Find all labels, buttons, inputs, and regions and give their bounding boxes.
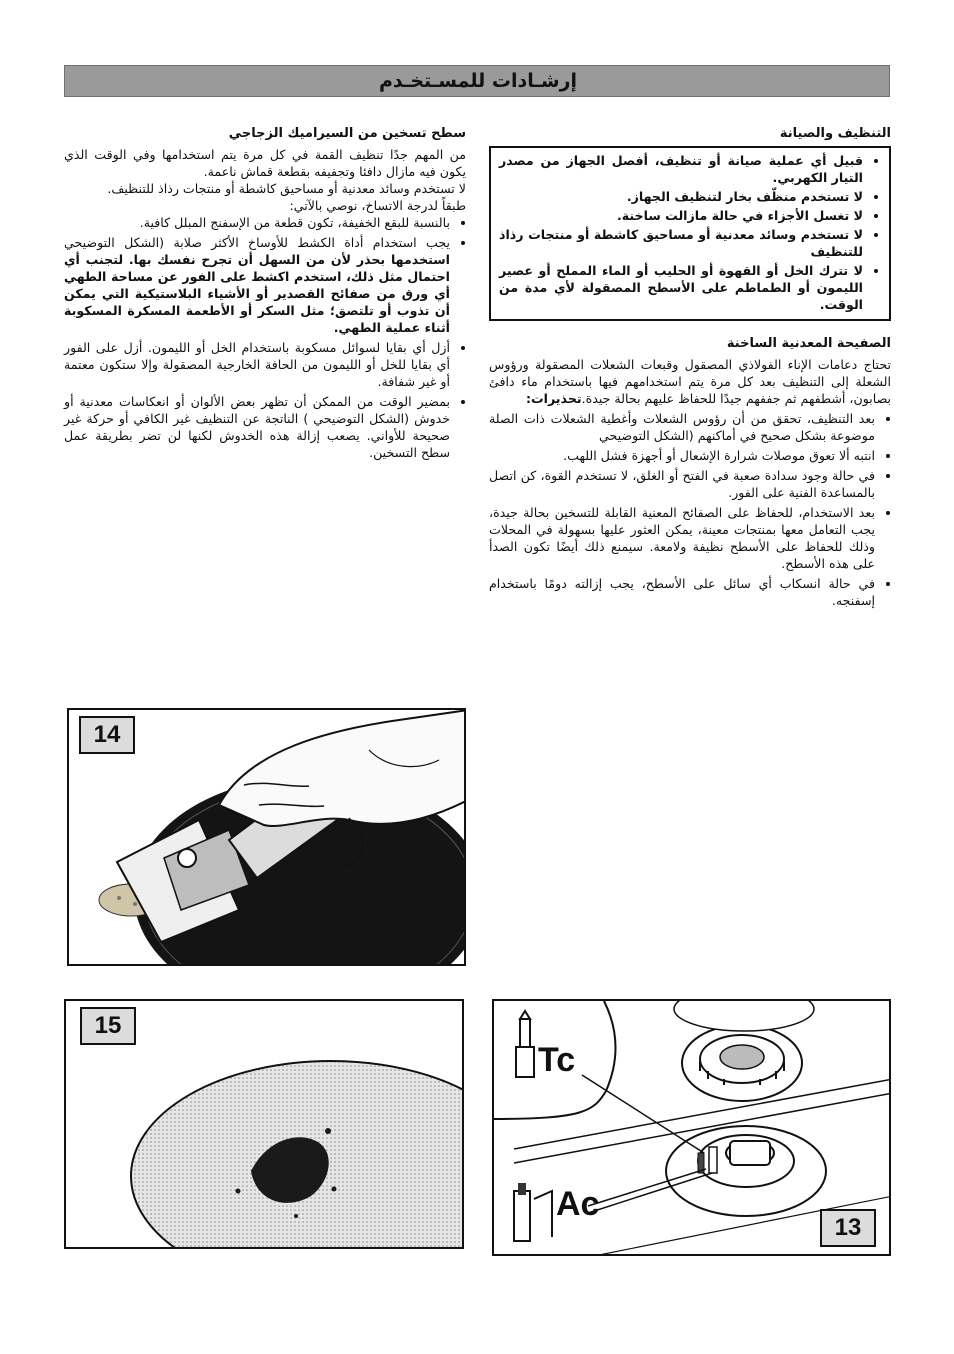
warning-item: • لا تستخدم وسائد معدنية أو مساحيق كاشطة أو منتجات رذاذ للتنظيف [499, 226, 863, 260]
page-title: إرشـادات للمسـتخـدم [378, 70, 577, 92]
list-item: • انتبه ألا تعوق موصلات شرارة الإشعال أو أجهزة فشل اللهب. [489, 447, 875, 464]
list-item: • بالنسبة للبقع الخفيفة، تكون قطعة من الإسفنج المبلل كافية. [64, 214, 450, 231]
header-banner [64, 65, 890, 97]
ceramic-glass-column [64, 125, 466, 464]
hotplate-bullets [489, 410, 891, 609]
warning-item: • لا تغسل الأجزاء في حالة مازالت ساخنة. [499, 207, 863, 224]
list-item: • بعد التنظيف، تحقق من أن رؤوس الشعلات وأغطية الشعلات ذات الصلة موضوعة بشكل صحيح في أماكنهم (الشكل التوضيحي [489, 410, 875, 444]
scraper-warning-bold: استخدمها بحذر لأن من السهل أن تجرح نفسك بها. لتجنب أي احتمال مثل ذلك، استخدم اكشط على الفور عن مساحة الطهي أي ورق من صفائح القصدير أو الأشياء البلاستيكية التي يمكن أن تذوب أو تلتصق؛ مثل السكر أو الأطعمة المسكرة المسكوبة أثناء عملية الطهي. [64, 252, 450, 335]
figure-number-14: 14 [79, 716, 135, 754]
hotplate-title: الصفيحة المعدنية الساخنة [726, 336, 891, 351]
figure-number-15: 15 [80, 1007, 136, 1045]
cautions-label: تحذيرات: [525, 391, 582, 406]
warning-item: • قبيل أي عملية صيانة أو تنظيف، أفصل الجهاز من مصدر التيار الكهربي. [499, 152, 863, 186]
warning-item: • لا تستخدم منظّف بخار لتنظيف الجهاز. [499, 188, 863, 205]
list-item: • في حالة وجود سدادة صعبة في الفتح أو الغلق، لا تستخدم القوة، كن اتصل بالمساعدة الفنية على الفور. [489, 467, 875, 501]
hotplate-paragraph: تحتاج دعامات الإناء الفولاذي المصقول وقبعات الشعلات المصقولة ورؤوس الشعلة إلى التنظيف بعد كل مرة يتم استخدامهم فيها باستخدام ماء دافئ بصابون، أشطفهم ثم جففهم جيدًا للحفاظ عليهم بحالة جيدة.تحذيرات: [489, 357, 891, 406]
warning-box [489, 146, 891, 321]
list-item: • بمضير الوقت من الممكن أن تظهر بعض الألوان أو انعكاسات معدنية أو خدوش (الشكل التوضيحي ) الناتجة عن التنظيف غير الكافي أو حركة غير صحيحة للأواني. يصعب إزالة هذه الخدوش لكنها لن تضر بطريقة عمل سطح التسخين. [64, 393, 450, 461]
warning-list [499, 152, 881, 313]
ceramic-paragraph-1: من المهم جدًا تنظيف القمة في كل مرة يتم استخدامها وفي الوقت الذي يكون فيه مازال دافئا وتجفيفه بقطعة قماش ناعمة. [64, 147, 466, 179]
warning-item: • لا تترك الخل أو القهوة أو الحليب أو الماء المملح أو عصير الليمون أو الطماطم على الأسطح المصقولة لأي مدة من الوقت. [499, 262, 863, 313]
ceramic-title: سطح تسخين من السيراميك الزجاجي [228, 126, 466, 141]
list-item: • يجب استخدام أداة الكشط للأوساخ الأكثر صلابة (الشكل التوضيحي استخدمها بحذر لأن من السهل أن تجرح نفسك بها. لتجنب أي احتمال مثل ذلك، استخدم اكشط على الفور عن مساحة الطهي أي ورق من صفائح القصدير أو الأشياء البلاستيكية التي يمكن أن تذوب أو تلتصق؛ مثل السكر أو الأطعمة المسكرة المسكوبة أثناء عملية الطهي. [64, 234, 450, 336]
list-item: • في حالة انسكاب أي سائل على الأسطح، يجب إزالته دومًا باستخدام إسفنجه. [489, 575, 875, 609]
figure-13-burner [492, 999, 891, 1256]
ceramic-paragraph-2: لا تستخدم وسائد معدنية أو مساحيق كاشطة أو منتجات رذاذ للتنظيف. [107, 181, 466, 196]
cleaning-title: التنظيف والصيانة [779, 126, 891, 141]
ceramic-bullets [64, 214, 466, 461]
cleaning-maintenance-column [489, 125, 891, 612]
figure-14-scraper [67, 708, 466, 966]
ceramic-paragraph-3: طبقاً لدرجة الاتساخ، نوصي بالآتي: [289, 198, 466, 213]
label-tc: Tc [538, 1041, 576, 1079]
label-ac: Ac [556, 1185, 600, 1223]
list-item: • أزل أي بقايا لسوائل مسكوبة باستخدام الخل أو الليمون. أزل على الفور أي بقايا للخل أو الليمون من الحافة الخارجية المصقولة وإلا ستكون معتمة أو غير شفافة. [64, 339, 450, 390]
figure-15-ceramic-stain [64, 999, 464, 1249]
figure-number-13: 13 [820, 1209, 876, 1247]
list-item: • بعد الاستخدام، للحفاظ على الصفائح المعنية القابلة للتسخين بحالة جيدة، يجب التعامل معها بمنتجات معينة، يمكن العثور عليها بسهولة في المحلات وذلك للحفاظ على الأسطح نظيفة ولامعة. سيمنع ذلك أيضًا تكون الصدأ على هذه الأسطح. [489, 504, 875, 572]
